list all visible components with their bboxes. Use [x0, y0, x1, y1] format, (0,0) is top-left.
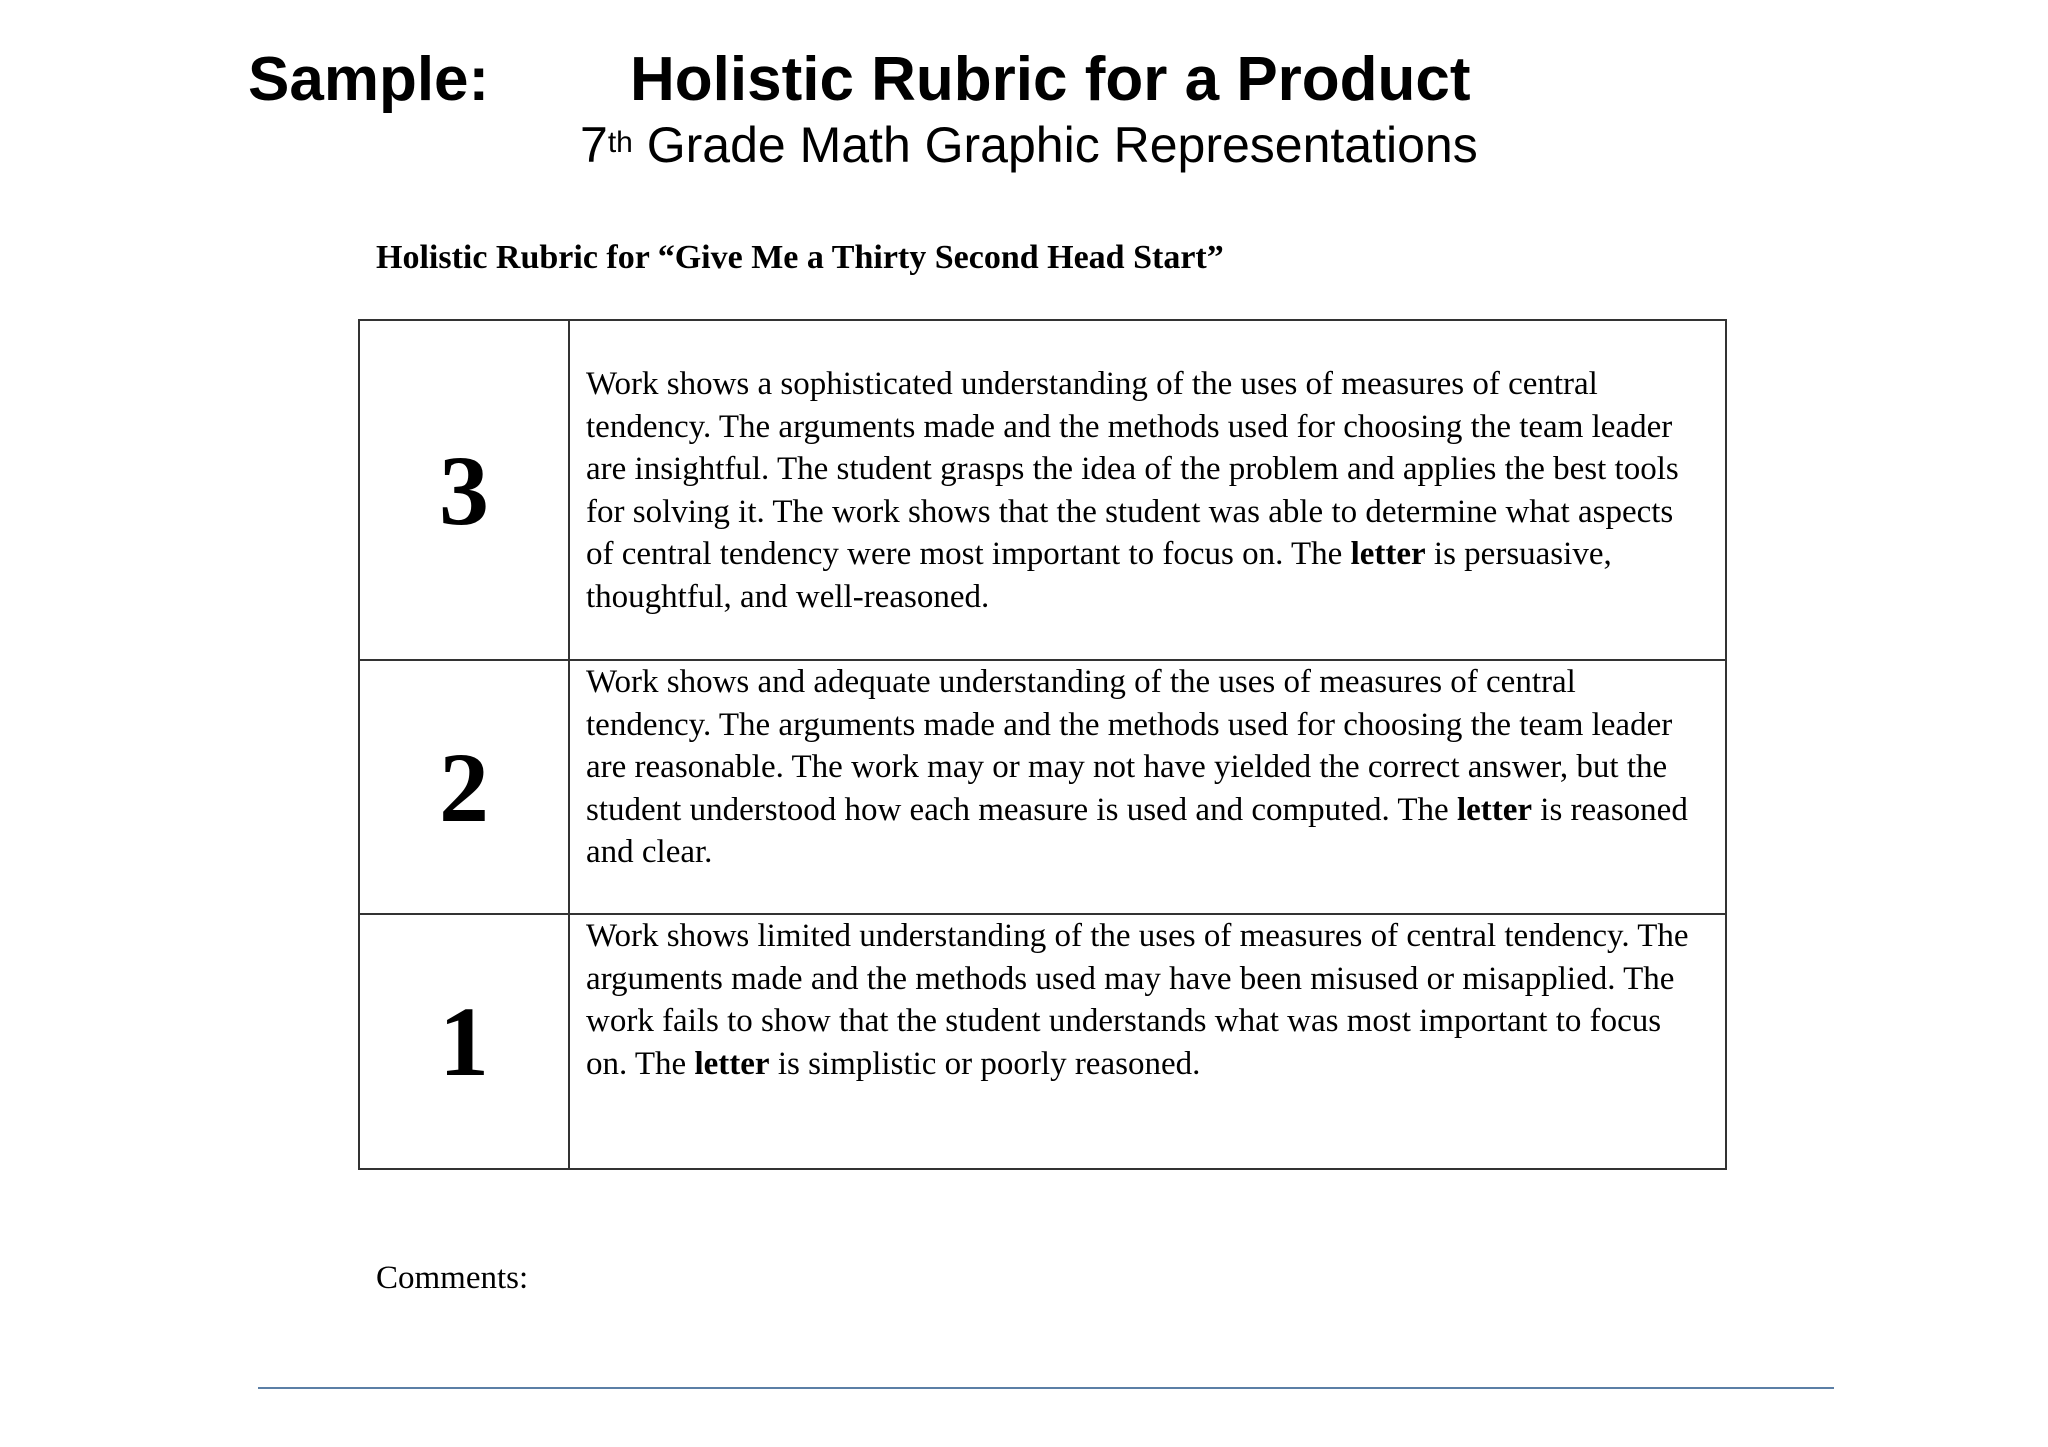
rubric-row — [359, 914, 1726, 1169]
description-text: Work shows and adequate understanding of the uses of measures of central tendency. The arguments made and the methods used for choosing the team leader are reasonable. The work may or may not have yielded the correct answer, but the student understood how each measure is used and computed. The — [586, 664, 1673, 828]
score-cell: 2 — [359, 660, 569, 914]
rubric-heading: Holistic Rubric for “Give Me a Thirty Second Head Start” — [376, 239, 1224, 276]
score-cell: 3 — [359, 320, 569, 660]
subtitle-text: Grade Math Graphic Representations — [632, 117, 1478, 173]
grade-number: 7 — [580, 117, 608, 173]
page-subtitle — [580, 110, 1478, 180]
description-bold: letter — [694, 1045, 770, 1082]
description-bold: letter — [1350, 536, 1426, 572]
description-text-end: is reasoned and clear. — [586, 791, 1688, 870]
grade-suffix: th — [607, 126, 633, 159]
description-cell — [569, 660, 1726, 914]
comments-label: Comments: — [376, 1260, 529, 1296]
description-cell — [569, 320, 1726, 660]
description-text-end: is simplistic or poorly reasoned. — [769, 1045, 1201, 1082]
description-bold: letter — [1456, 791, 1533, 828]
description-cell — [569, 914, 1726, 1169]
description-text: Work shows limited understanding of the uses of measures of central tendency. The arguments made and the methods used may have been misused or misapplied. The work fails to show that the student understands what was most important to focus on. The — [586, 918, 1689, 1082]
bottom-divider — [258, 1387, 1834, 1389]
description-text: Work shows a sophisticated understanding of the uses of measures of central tendency. The arguments made and the methods used for choosing the team leader are insightful. The student grasps the idea of the problem and applies the best tools for solving it. The work shows that the student was able to determine what aspects of central tendency were most important to focus on. The — [586, 366, 1679, 572]
sample-label: Sample: — [248, 45, 490, 114]
page-title: Holistic Rubric for a Product — [630, 45, 1471, 114]
rubric-row — [359, 660, 1726, 914]
score-cell: 1 — [359, 914, 569, 1169]
rubric-table — [358, 319, 1727, 1170]
description-text-end: is persuasive, thoughtful, and well-reasoned. — [586, 536, 1612, 615]
rubric-row — [359, 320, 1726, 660]
